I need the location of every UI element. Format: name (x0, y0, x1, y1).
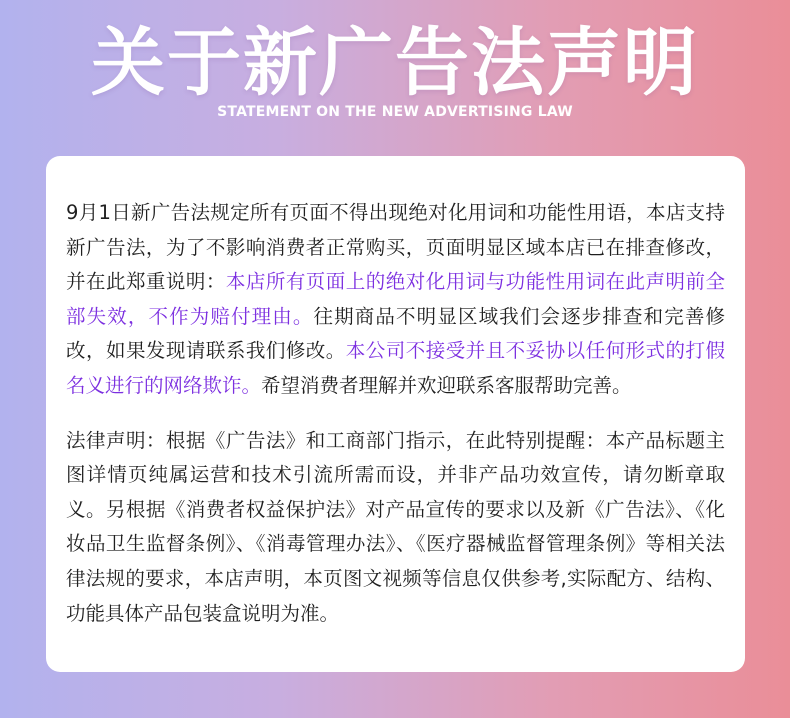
page-subtitle: STATEMENT ON THE NEW ADVERTISING LAW (217, 104, 573, 120)
statement-text-3: 希望消费者理解并欢迎联系客服帮助完善。 (261, 373, 632, 397)
statement-paragraph-1 (66, 196, 725, 404)
legal-statement-paragraph: 法律声明：根据《广告法》和工商部门指示，在此特别提醒：本产品标题主图详情页纯属运营和技术引流所需而设，并非产品功效宣传，请勿断章取义。另根据《消费者权益保护法》对产品宣传的要求以及新《广告法》、《化妆品卫生监督条例》、《消毒管理办法》、《医疗器械监督管理条例》等相关法律法规的要求，本店声明，本页图文视频等信息仅供参考,实际配方、结构、功能具体产品包装盒说明为准。 (66, 428, 725, 625)
header (0, 0, 790, 150)
statement-text-1: 9月1日新广告法规定所有页面不得出现绝对化用词和功能性用语，本店支持新广告法，为了不影响消费者正常购买，页面明显区域本店已在排查修改，并在此郑重说明： (66, 201, 725, 294)
statement-card (46, 156, 745, 672)
statement-highlight-1: 本店所有页面上的绝对化用词与功能性用词在此声明前全部失效，不作为赔付理由。 (66, 270, 725, 328)
statement-highlight-2: 本公司不接受并且不妥协以任何形式的打假名义进行的网络欺诈。 (66, 339, 725, 397)
page-title: 关于新广告法声明 (91, 20, 699, 106)
statement-text-2: 往期商品不明显区域我们会逐步排查和完善修改，如果发现请联系我们修改。 (66, 304, 725, 363)
